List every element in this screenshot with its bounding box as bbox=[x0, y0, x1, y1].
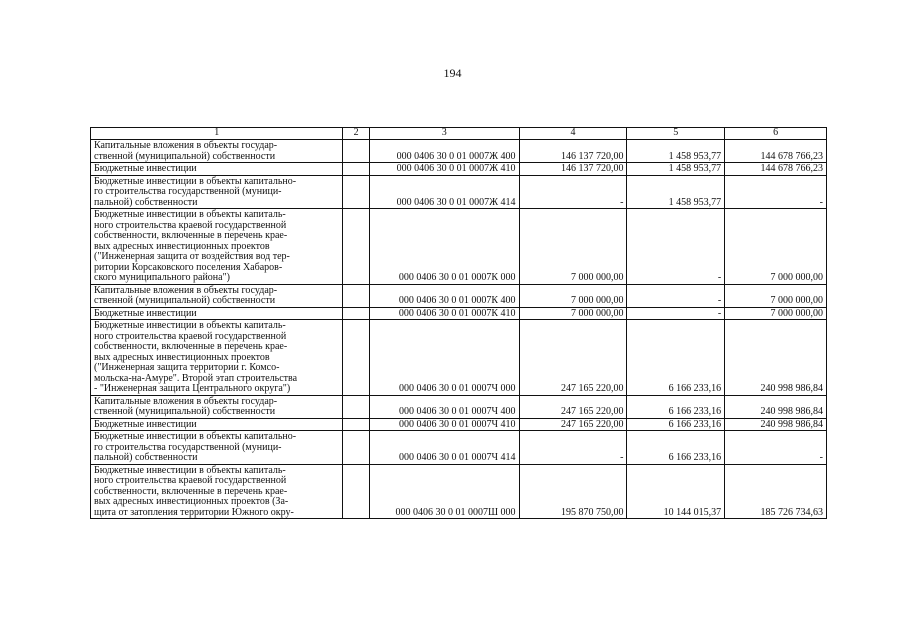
row-name bbox=[91, 395, 343, 418]
row-code: 000 0406 30 0 01 0007Ж 410 bbox=[369, 163, 519, 176]
row-name bbox=[91, 175, 343, 209]
row-col2-empty bbox=[343, 431, 369, 465]
table-row bbox=[91, 140, 827, 163]
row-name-line: ственной (муниципальной) собственности bbox=[94, 150, 276, 162]
row-col5-value: 10 144 015,37 bbox=[627, 464, 725, 519]
row-col6-value: 240 998 986,84 bbox=[725, 395, 827, 418]
row-name-line: вых адресных инвестиционных проектов bbox=[94, 240, 270, 252]
table-row bbox=[91, 418, 827, 431]
table-row bbox=[91, 464, 827, 519]
row-col2-empty bbox=[343, 175, 369, 209]
row-col4-value: - bbox=[519, 431, 627, 465]
row-name-line: вых адресных инвестиционных проектов bbox=[94, 351, 270, 363]
row-col6-value: - bbox=[725, 431, 827, 465]
row-name bbox=[91, 307, 343, 320]
row-col6-value: 7 000 000,00 bbox=[725, 307, 827, 320]
row-name-line: Бюджетные инвестиции в объекты капитально- bbox=[94, 431, 297, 442]
row-col4-value: - bbox=[519, 175, 627, 209]
row-name bbox=[91, 140, 343, 163]
row-col2-empty bbox=[343, 284, 369, 307]
row-name-line: Бюджетные инвестиции в объекты капиталь- bbox=[94, 209, 286, 220]
row-col2-empty bbox=[343, 464, 369, 519]
row-name-line: ритории Корсаковского поселения Хабаров- bbox=[94, 261, 283, 273]
row-col4-value: 7 000 000,00 bbox=[519, 284, 627, 307]
row-code: 000 0406 30 0 01 0007Ч 400 bbox=[369, 395, 519, 418]
row-col4-value: 7 000 000,00 bbox=[519, 209, 627, 285]
row-name-line: Капитальные вложения в объекты государ- bbox=[94, 140, 278, 151]
row-name-line: - "Инженерная защита Центрального округа") bbox=[94, 383, 291, 394]
row-name-line: мольска-на-Амуре". Второй этап строительства bbox=[94, 372, 298, 384]
row-col2-empty bbox=[343, 320, 369, 396]
row-code: 000 0406 30 0 01 0007Ж 400 bbox=[369, 140, 519, 163]
row-name-line: ного строительства краевой государственной bbox=[94, 330, 287, 342]
row-code: 000 0406 30 0 01 0007Ч 000 bbox=[369, 320, 519, 396]
row-code: 000 0406 30 0 01 0007Ш 000 bbox=[369, 464, 519, 519]
row-name-line: ("Инженерная защита от воздействия вод тер- bbox=[94, 251, 290, 262]
row-name-line: Бюджетные инвестиции bbox=[94, 418, 197, 430]
row-name-line: вых адресных инвестиционных проектов (За- bbox=[94, 496, 289, 507]
row-name bbox=[91, 284, 343, 307]
row-name-line: Бюджетные инвестиции в объекты капиталь- bbox=[94, 320, 286, 331]
row-name bbox=[91, 418, 343, 431]
row-col2-empty bbox=[343, 163, 369, 176]
budget-table bbox=[90, 127, 827, 519]
row-name-line: го строительства государственной (муници- bbox=[94, 186, 282, 197]
header-cell-3: 3 bbox=[369, 128, 519, 140]
row-name-line: Капитальные вложения в объекты государ- bbox=[94, 284, 278, 296]
row-name-line: ного строительства краевой государственной bbox=[94, 219, 287, 231]
row-name-line: ственной (муниципальной) собственности bbox=[94, 406, 276, 417]
row-col6-value: 240 998 986,84 bbox=[725, 418, 827, 431]
row-name-line: Капитальные вложения в объекты государ- bbox=[94, 395, 278, 407]
row-name bbox=[91, 464, 343, 519]
row-col4-value: 247 165 220,00 bbox=[519, 418, 627, 431]
row-name-line: собственности, включенные в перечень крае- bbox=[94, 341, 288, 352]
row-col6-value: 240 998 986,84 bbox=[725, 320, 827, 396]
row-col5-value: 1 458 953,77 bbox=[627, 163, 725, 176]
row-col6-value: 7 000 000,00 bbox=[725, 209, 827, 285]
row-col2-empty bbox=[343, 140, 369, 163]
row-col5-value: 1 458 953,77 bbox=[627, 175, 725, 209]
row-name bbox=[91, 163, 343, 176]
table-body bbox=[91, 128, 827, 519]
row-col5-value: - bbox=[627, 284, 725, 307]
row-col4-value: 247 165 220,00 bbox=[519, 320, 627, 396]
row-code: 000 0406 30 0 01 0007К 000 bbox=[369, 209, 519, 285]
header-cell-6: 6 bbox=[725, 128, 827, 140]
row-col5-value: 1 458 953,77 bbox=[627, 140, 725, 163]
header-cell-2: 2 bbox=[343, 128, 369, 140]
header-cell-4: 4 bbox=[519, 128, 627, 140]
row-name-line: Бюджетные инвестиции в объекты капитально- bbox=[94, 175, 297, 187]
row-name-line: ("Инженерная защита территории г. Комсо- bbox=[94, 362, 280, 373]
page-number: 194 bbox=[443, 66, 462, 80]
row-col4-value: 247 165 220,00 bbox=[519, 395, 627, 418]
row-col6-value: 144 678 766,23 bbox=[725, 140, 827, 163]
row-col6-value: 185 726 734,63 bbox=[725, 464, 827, 519]
table-row bbox=[91, 320, 827, 396]
row-name-line: Бюджетные инвестиции в объекты капиталь- bbox=[94, 464, 286, 476]
table-row bbox=[91, 163, 827, 176]
row-code: 000 0406 30 0 01 0007Ч 410 bbox=[369, 418, 519, 431]
table-row bbox=[91, 307, 827, 320]
row-name bbox=[91, 209, 343, 285]
row-col4-value: 195 870 750,00 bbox=[519, 464, 627, 519]
row-col6-value: 7 000 000,00 bbox=[725, 284, 827, 307]
row-col4-value: 146 137 720,00 bbox=[519, 140, 627, 163]
row-name-line: ского муниципального района") bbox=[94, 272, 231, 283]
table-row bbox=[91, 175, 827, 209]
row-col5-value: 6 166 233,16 bbox=[627, 395, 725, 418]
row-col5-value: - bbox=[627, 307, 725, 320]
row-col2-empty bbox=[343, 209, 369, 285]
row-col4-value: 7 000 000,00 bbox=[519, 307, 627, 320]
row-code: 000 0406 30 0 01 0007К 400 bbox=[369, 284, 519, 307]
row-col5-value: 6 166 233,16 bbox=[627, 320, 725, 396]
row-col2-empty bbox=[343, 307, 369, 320]
row-name bbox=[91, 431, 343, 465]
row-name-line: пальной) собственности bbox=[94, 196, 198, 208]
row-col5-value: 6 166 233,16 bbox=[627, 418, 725, 431]
row-code: 000 0406 30 0 01 0007К 410 bbox=[369, 307, 519, 320]
row-col2-empty bbox=[343, 418, 369, 431]
table-row bbox=[91, 284, 827, 307]
row-name-line: Бюджетные инвестиции bbox=[94, 307, 197, 319]
row-name-line: пальной) собственности bbox=[94, 452, 198, 463]
table-row bbox=[91, 431, 827, 465]
row-name-line: собственности, включенные в перечень крае- bbox=[94, 230, 288, 241]
row-name-line: Бюджетные инвестиции bbox=[94, 163, 197, 174]
row-col6-value: - bbox=[725, 175, 827, 209]
row-col2-empty bbox=[343, 395, 369, 418]
row-col5-value: - bbox=[627, 209, 725, 285]
row-name bbox=[91, 320, 343, 396]
row-col4-value: 146 137 720,00 bbox=[519, 163, 627, 176]
row-code: 000 0406 30 0 01 0007Ж 414 bbox=[369, 175, 519, 209]
row-col5-value: 6 166 233,16 bbox=[627, 431, 725, 465]
row-code: 000 0406 30 0 01 0007Ч 414 bbox=[369, 431, 519, 465]
header-cell-1: 1 bbox=[91, 128, 343, 140]
table-header-row bbox=[91, 128, 827, 140]
row-name-line: ственной (муниципальной) собственности bbox=[94, 295, 276, 306]
row-name-line: щита от затопления территории Южного окру- bbox=[94, 506, 294, 518]
row-name-line: собственности, включенные в перечень крае- bbox=[94, 485, 288, 497]
row-name-line: го строительства государственной (муници- bbox=[94, 441, 282, 453]
row-name-line: ного строительства краевой государственной bbox=[94, 475, 287, 486]
header-cell-5: 5 bbox=[627, 128, 725, 140]
row-col6-value: 144 678 766,23 bbox=[725, 163, 827, 176]
table-row bbox=[91, 209, 827, 285]
table-row bbox=[91, 395, 827, 418]
